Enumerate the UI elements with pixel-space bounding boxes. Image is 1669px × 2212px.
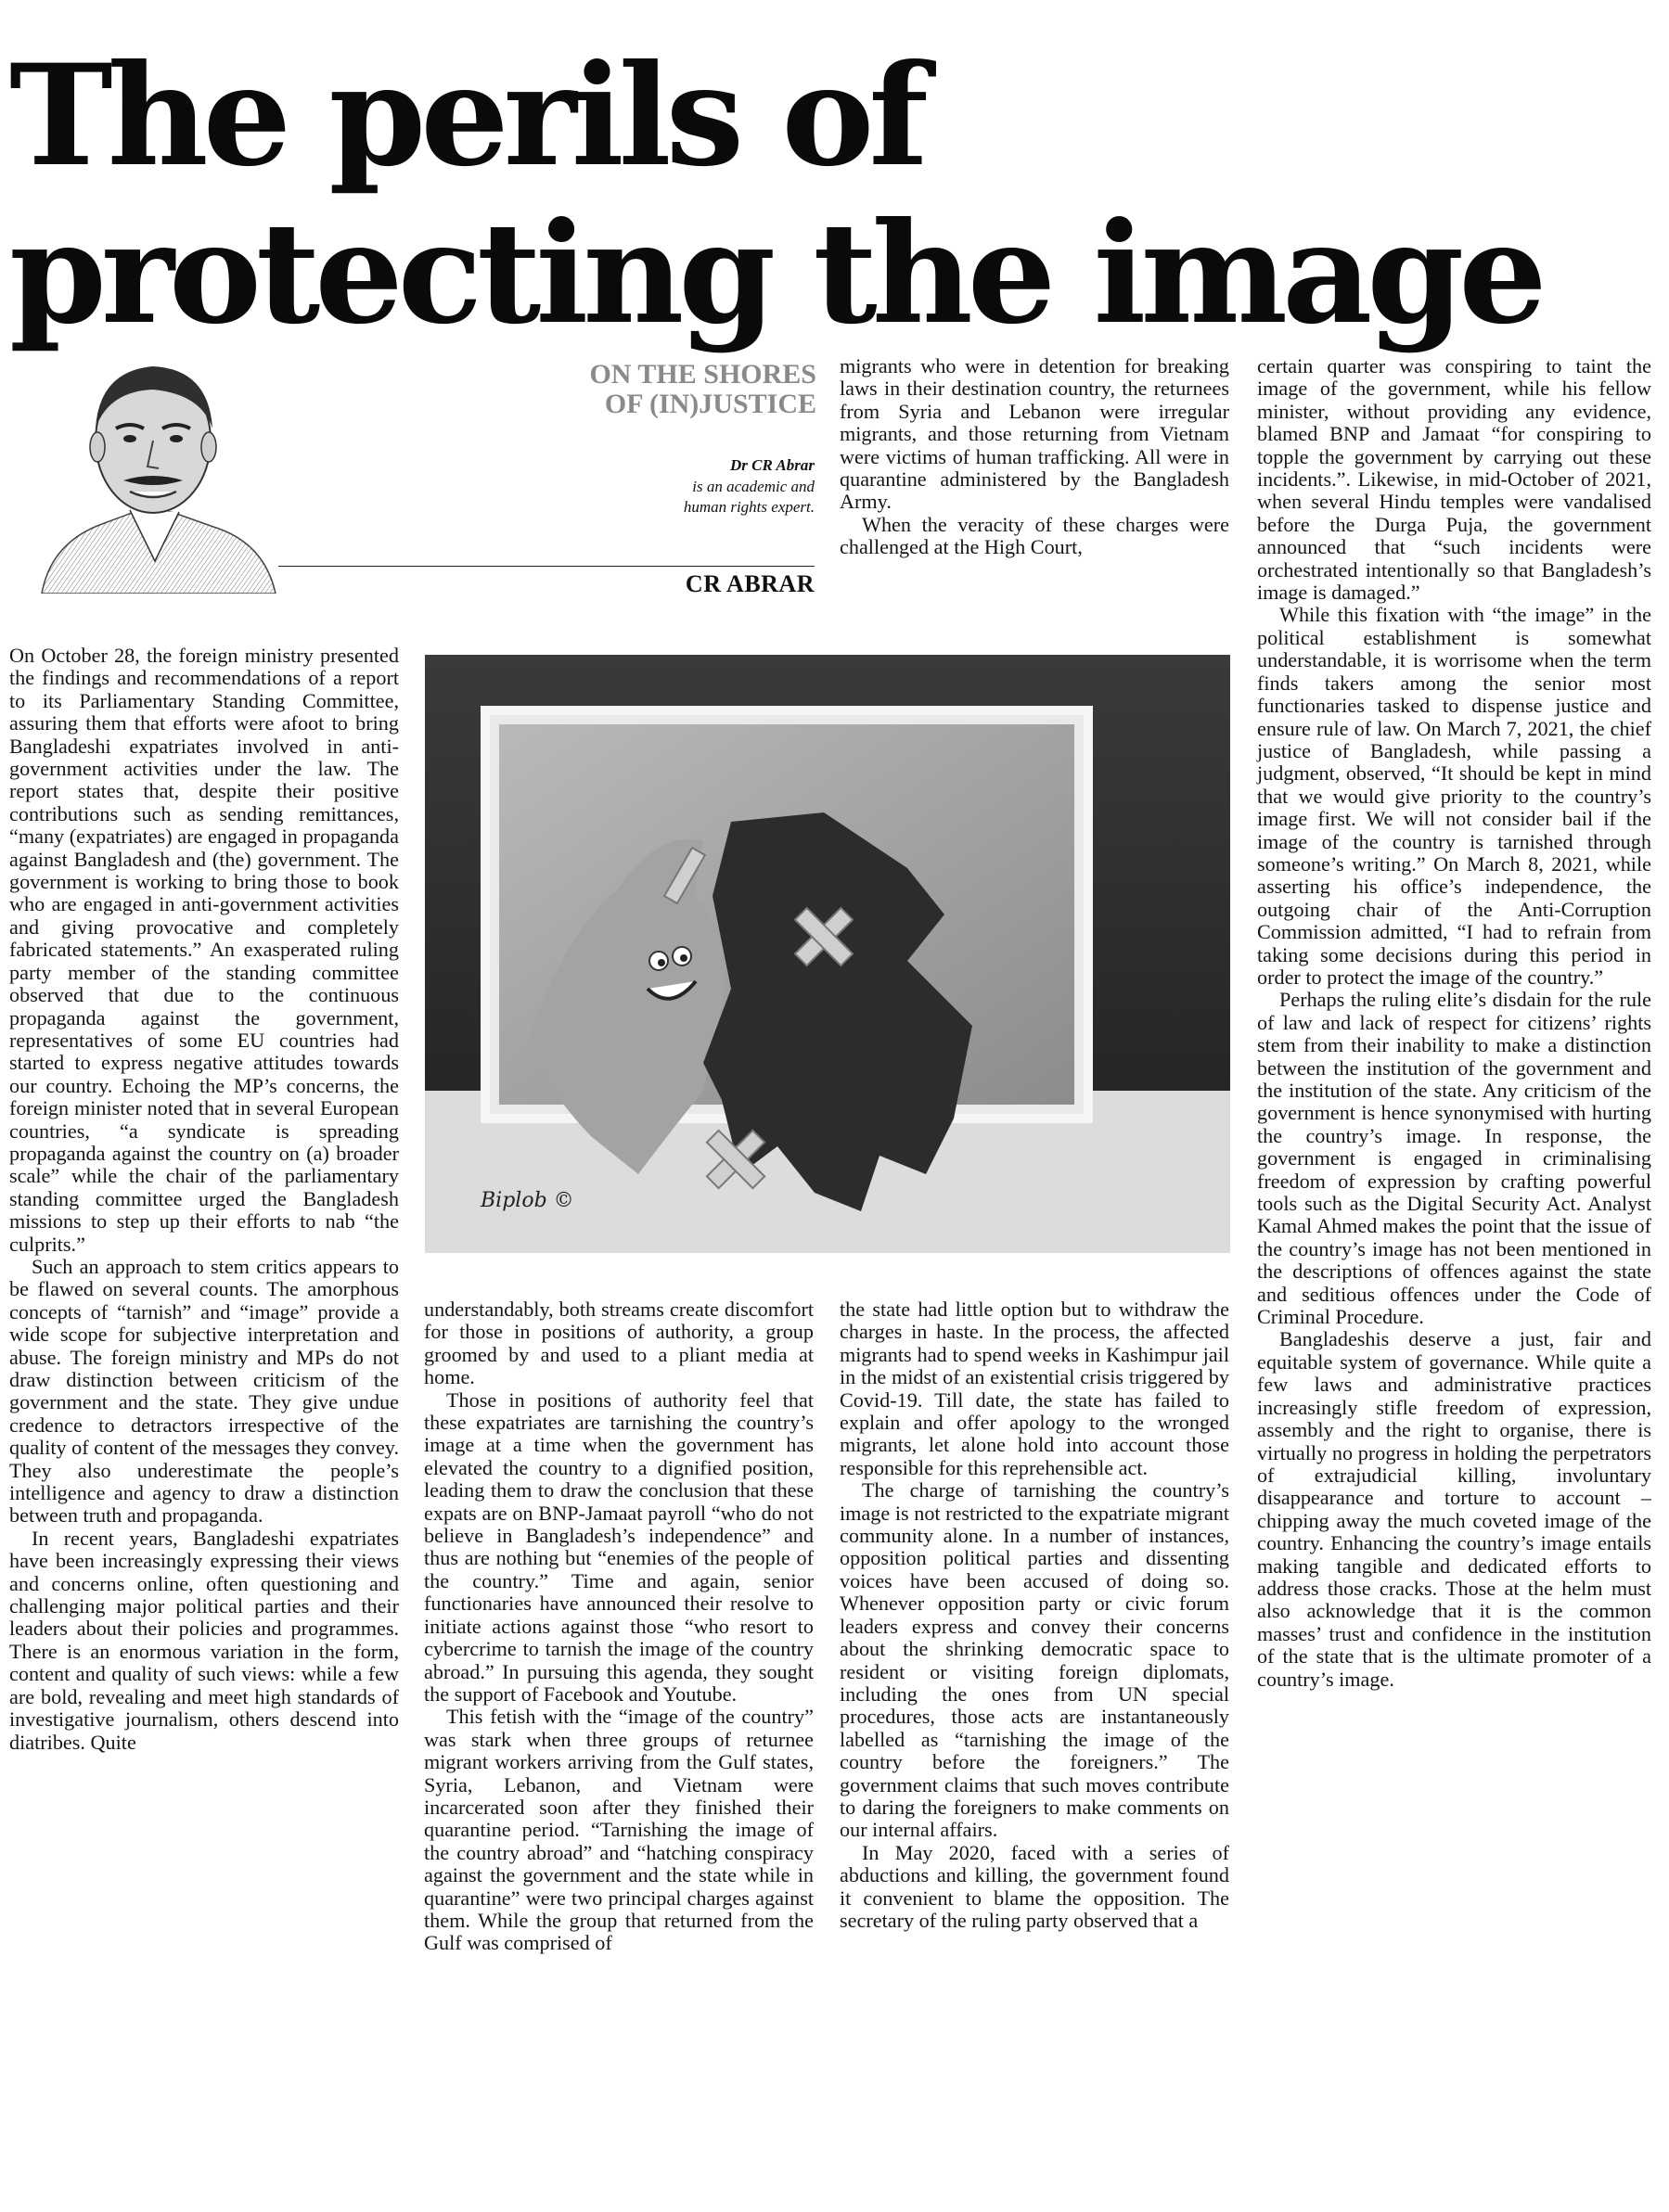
author-portrait <box>23 343 283 594</box>
author-bio-line-2: human rights expert. <box>683 498 815 516</box>
paragraph-5: Those in positions of authority feel that these expatriates are tarnishing the country’s image at a time when the government has elevated the country to a dignified position, leading them to draw the conclusion that these expats are on BNP-Jamaat payroll “who do not believe in Bangladesh’s independence” and thus are nothing but “enemies of the people of the country.” Time and again, senior functionaries have announced their resolve to initiate actions against those “who resort to cybercrime to tarnish the image of the country abroad.” In pursuing this agenda, they sought the support of Facebook and Youtube. <box>424 1387 814 1706</box>
byline-rule <box>278 566 815 567</box>
body-column-3-top <box>840 355 1229 559</box>
body-column-1 <box>9 645 399 1754</box>
body-column-2 <box>424 1298 814 1955</box>
body-column-3-bottom <box>840 1298 1229 1932</box>
kicker-line-1: ON THE SHORES <box>589 359 816 390</box>
illustration-art <box>425 655 1230 1253</box>
column-kicker <box>520 360 816 419</box>
paragraph-13: While this fixation with “the image” in the political establishment is somewhat understandable, it is worrisome when the term finds takers among the senior most functionaries tasked to dispense justice and ensure rule of law. On March 7, 2021, the chief justice of Bangladesh, while passing a judgment, observed, “It should be kept in mind that we would give priority to the country’s image first. We will not consider bail if the image of the country is tarnished through someone’s writing.” On March 8, 2021, while asserting his office’s independence, the outgoing chair of the Anti-Corruption Commission admitted, “I had to refrain from taking some decisions during this period in order to protect the image of the country.” <box>1257 603 1651 989</box>
illustration <box>425 655 1230 1253</box>
kicker-line-2: OF (IN)JUSTICE <box>604 389 816 419</box>
paragraph-1: On October 28, the foreign ministry presented the findings and recommendations of a report to its Parliamentary Standing Committee, assuring them that efforts were afoot to bring Bangladeshi expatriates involved in anti-government activities under the law. The report states that, despite their positive contributions such as sending remittances, “many (expatriates) are engaged in propaganda against Bangladesh and (the) government. The government is working to bring those to book who are engaged in anti-government activities and giving provocative and completely fabricated statements.” An exasperated ruling party member of the standing committee observed that due to the continuous propaganda against the government, representatives of some EU countries had started to express negative attitudes towards our country. Echoing the MP’s concerns, the foreign minister noted that in several European countries, “a syndicate is spreading propaganda against the country on (a) broader scale” while the chair of the parliamentary standing committee urged the Bangladesh missions to step up their efforts to nab “the culprits.” <box>9 644 399 1256</box>
paragraph-15: Bangladeshis deserve a just, fair and equitable system of governance. While quite a few laws and administrative practices increasingly stifle freedom of expression, assembly and the right to organise, there is virtually no progress in holding the perpetrators of extrajudicial killing, involuntary disappearance and torture to account – chipping away the much coveted image of the country. Enhancing the country’s image entails making tangible and dedicated efforts to address those cracks. Those at the helm must also acknowledge that it is the common masses’ trust and confidence in the institution of the state that is the ultimate promoter of a country’s image. <box>1257 1327 1651 1691</box>
paragraph-7: migrants who were in detention for breaking laws in their destination country, the returnees from Syria and Lebanon were irregular migrants, and those returning from Vietnam were victims of human trafficking. All were in quarantine administered by the Bangladesh Army. <box>840 354 1229 514</box>
paragraph-14: Perhaps the ruling elite’s disdain for the rule of law and lack of respect for citizens’ rights stem from their inability to make a distinction between the institution of the government and the institution of the state. Any criticism of the government is hence synonymised with hurting the country’s image. In response, the government is engaged in criminalising freedom of expression by crafting powerful tools such as the Digital Security Act. Analyst Kamal Ahmed makes the point that the issue of the country’s image has not been mentioned in the descriptions of offences against the state and seditious offences under the Code of Criminal Procedure. <box>1257 988 1651 1329</box>
author-bio-line-1: is an academic and <box>692 478 815 495</box>
paragraph-12: certain quarter was conspiring to taint the image of the government, while his fellow minister, without providing any evidence, blamed BNP and Jamaat “for conspiring to topple the government by carrying out these incidents.”. Likewise, in mid-October of 2021, when several Hindu temples were vandalised before the Durga Puja, the government announced that “such incidents were orchestrated intentionally so that Bangladesh’s image is damaged.” <box>1257 354 1651 605</box>
paragraph-2: Such an approach to stem critics appears to be flawed on several counts. The amorphous concepts of “tarnish” and “image” provide a wide scope for subjective interpretation and abuse. The foreign ministry and MPs do not draw distinction between criticism of the government and the state. They give undue credence to detractors irrespective of the quality of content of the messages they convey. They also underestimate the people’s intelligence and agency to draw a distinction between truth and propaganda. <box>9 1254 400 1528</box>
paragraph-4: understandably, both streams create discomfort for those in positions of authority, a group groomed by and used to a pliant media at home. <box>424 1298 814 1389</box>
body-column-4 <box>1257 355 1651 1691</box>
paragraph-8: When the veracity of these charges were challenged at the High Court, <box>840 512 1229 559</box>
paragraph-3: In recent years, Bangladeshi expatriates have been increasingly expressing their views and concerns online, often questioning and challenging major political parties and their leaders about their policies and programmes. There is an enormous variation in the form, content and quality of such views: while a few are bold, revealing and meet high standards of investigative journalism, others descend into diatribes. Quite <box>9 1526 399 1754</box>
author-bio <box>557 477 815 518</box>
author-name: Dr CR Abrar <box>729 456 815 474</box>
paragraph-11: In May 2020, faced with a series of abductions and killing, the government found it convenient to blame the opposition. The secretary of the ruling party observed that a <box>840 1840 1229 1932</box>
illustrator-signature: Biplob © <box>481 1189 574 1212</box>
byline: CR ABRAR <box>685 570 815 597</box>
paragraph-9: the state had little option but to withdraw the charges in haste. In the process, the affected migrants had to spend weeks in Kashimpur jail in the midst of an existential crisis triggered by Covid-19. Till date, the state has failed to explain and offer apology to the wronged migrants, let alone hold into account those responsible for this reprehensible act. <box>840 1298 1229 1479</box>
paragraph-6: This fetish with the “image of the country” was stark when three groups of returnee migrant workers arriving from the Gulf states, Syria, Lebanon, and Vietnam were incarcerated soon after they finished their quarantine period. “Tarnishing the image of the country abroad” and “hatching conspiracy against the government and the state while in quarantine” were two principal charges against them. While the group that returned from the Gulf was comprised of <box>424 1705 814 1955</box>
headline: The perils of protecting the image <box>9 34 1542 355</box>
paragraph-10: The charge of tarnishing the country’s image is not restricted to the expatriate migrant community alone. In a number of instances, opposition political parties and dissenting voices have been accused of doing so. Whenever opposition party or civic forum leaders express and convey their concerns about the shrinking democratic space to resident or visiting foreign diplomats, including the ones from UN special procedures, those acts are instantaneously labelled as “tarnishing the image of the country before the foreigners.” The government claims that such moves contribute to daring the foreigners to make comments on our internal affairs. <box>840 1478 1229 1842</box>
